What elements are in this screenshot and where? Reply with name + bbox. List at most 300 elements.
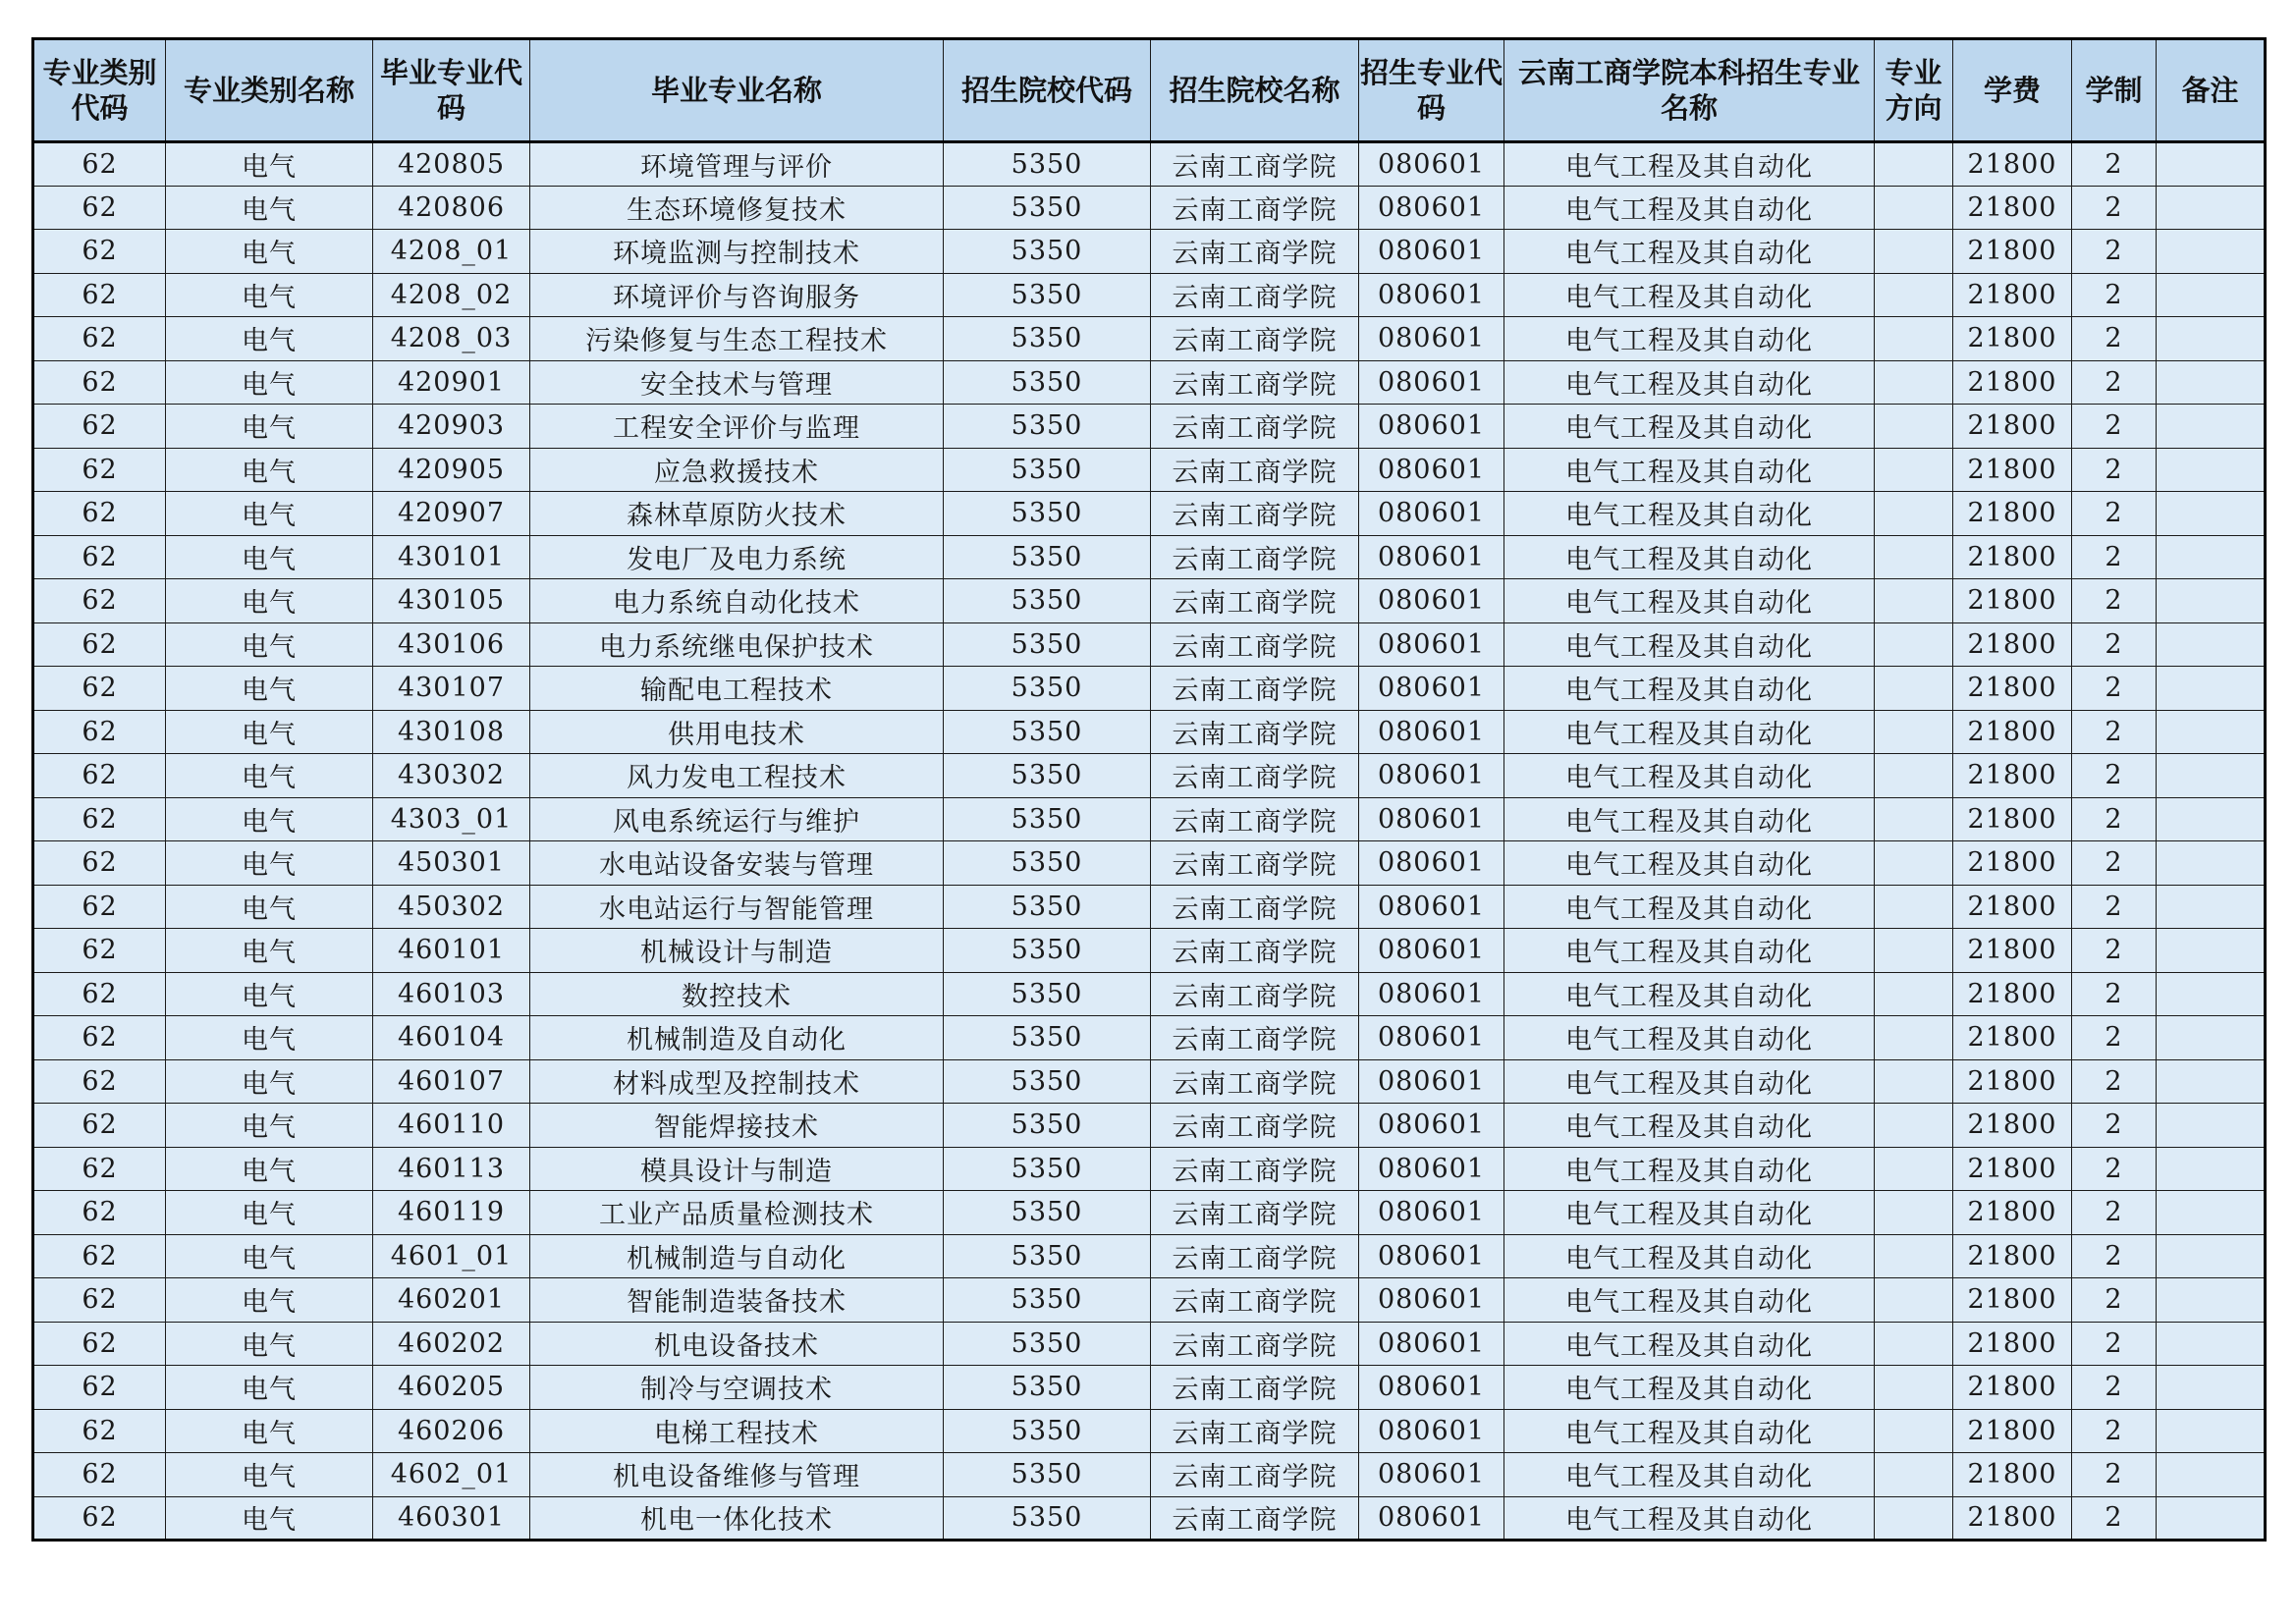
- header-row: [33, 39, 2266, 142]
- duration-cell: 2: [2072, 1059, 2157, 1104]
- graduate-major-name-cell: 模具设计与制造: [530, 1147, 944, 1191]
- category-name-cell: 电气: [166, 841, 373, 886]
- major-direction-cell: [1875, 1366, 1953, 1410]
- school-name-cell: 云南工商学院: [1151, 492, 1359, 536]
- graduate-major-code-cell: 4208_01: [373, 230, 530, 274]
- tuition-cell: 21800: [1953, 710, 2072, 754]
- enroll-major-code-cell: 080601: [1359, 186, 1504, 230]
- school-code-cell: 5350: [944, 1366, 1151, 1410]
- major-direction-cell: [1875, 1147, 1953, 1191]
- enroll-major-code-cell: 080601: [1359, 1234, 1504, 1278]
- header-school-name: 招生院校名称: [1151, 39, 1359, 142]
- admissions-table: [31, 37, 2267, 1542]
- table-row: [33, 929, 2266, 973]
- enroll-major-code-cell: 080601: [1359, 797, 1504, 841]
- duration-cell: 2: [2072, 273, 2157, 317]
- duration-cell: 2: [2072, 754, 2157, 798]
- major-direction-cell: [1875, 1453, 1953, 1497]
- table-row: [33, 710, 2266, 754]
- category-name-cell: 电气: [166, 1496, 373, 1541]
- major-direction-cell: [1875, 972, 1953, 1016]
- school-code-cell: 5350: [944, 1104, 1151, 1148]
- category-name-cell: 电气: [166, 885, 373, 929]
- category-code-cell: 62: [33, 579, 166, 623]
- table-row: [33, 405, 2266, 449]
- major-direction-cell: [1875, 797, 1953, 841]
- major-direction-cell: [1875, 535, 1953, 579]
- graduate-major-code-cell: 420901: [373, 360, 530, 405]
- graduate-major-code-cell: 430108: [373, 710, 530, 754]
- graduate-major-name-cell: 风电系统运行与维护: [530, 797, 944, 841]
- enroll-major-name-cell: 电气工程及其自动化: [1504, 1147, 1875, 1191]
- enroll-major-name-cell: 电气工程及其自动化: [1504, 622, 1875, 667]
- category-code-cell: 62: [33, 1453, 166, 1497]
- duration-cell: 2: [2072, 1322, 2157, 1366]
- enroll-major-code-cell: 080601: [1359, 754, 1504, 798]
- tuition-cell: 21800: [1953, 230, 2072, 274]
- duration-cell: 2: [2072, 841, 2157, 886]
- tuition-cell: 21800: [1953, 1366, 2072, 1410]
- table-row: [33, 797, 2266, 841]
- major-direction-cell: [1875, 885, 1953, 929]
- category-code-cell: 62: [33, 448, 166, 492]
- tuition-cell: 21800: [1953, 186, 2072, 230]
- tuition-cell: 21800: [1953, 1059, 2072, 1104]
- category-name-cell: 电气: [166, 710, 373, 754]
- major-direction-cell: [1875, 710, 1953, 754]
- table-row: [33, 273, 2266, 317]
- enroll-major-name-cell: 电气工程及其自动化: [1504, 535, 1875, 579]
- category-name-cell: 电气: [166, 972, 373, 1016]
- enroll-major-name-cell: 电气工程及其自动化: [1504, 186, 1875, 230]
- school-name-cell: 云南工商学院: [1151, 972, 1359, 1016]
- school-name-cell: 云南工商学院: [1151, 667, 1359, 711]
- remarks-cell: [2157, 492, 2266, 536]
- category-name-cell: 电气: [166, 1409, 373, 1453]
- category-name-cell: 电气: [166, 448, 373, 492]
- category-code-cell: 62: [33, 667, 166, 711]
- tuition-cell: 21800: [1953, 1191, 2072, 1235]
- enroll-major-code-cell: 080601: [1359, 1191, 1504, 1235]
- table-row: [33, 142, 2266, 187]
- enroll-major-code-cell: 080601: [1359, 622, 1504, 667]
- table-row: [33, 1059, 2266, 1104]
- table-body: [33, 142, 2266, 1541]
- enroll-major-code-cell: 080601: [1359, 841, 1504, 886]
- school-name-cell: 云南工商学院: [1151, 1278, 1359, 1323]
- category-code-cell: 62: [33, 1278, 166, 1323]
- category-code-cell: 62: [33, 1016, 166, 1060]
- tuition-cell: 21800: [1953, 885, 2072, 929]
- remarks-cell: [2157, 1191, 2266, 1235]
- graduate-major-name-cell: 电力系统继电保护技术: [530, 622, 944, 667]
- category-name-cell: 电气: [166, 317, 373, 361]
- school-code-cell: 5350: [944, 1191, 1151, 1235]
- category-name-cell: 电气: [166, 1322, 373, 1366]
- school-name-cell: 云南工商学院: [1151, 1322, 1359, 1366]
- remarks-cell: [2157, 579, 2266, 623]
- graduate-major-name-cell: 制冷与空调技术: [530, 1366, 944, 1410]
- graduate-major-name-cell: 工程安全评价与监理: [530, 405, 944, 449]
- tuition-cell: 21800: [1953, 1234, 2072, 1278]
- school-name-cell: 云南工商学院: [1151, 797, 1359, 841]
- category-name-cell: 电气: [166, 273, 373, 317]
- category-code-cell: 62: [33, 492, 166, 536]
- table-row: [33, 230, 2266, 274]
- graduate-major-code-cell: 450301: [373, 841, 530, 886]
- duration-cell: 2: [2072, 1191, 2157, 1235]
- duration-cell: 2: [2072, 1016, 2157, 1060]
- header-remarks: 备注: [2157, 39, 2266, 142]
- enroll-major-code-cell: 080601: [1359, 710, 1504, 754]
- header-tuition: 学费: [1953, 39, 2072, 142]
- school-code-cell: 5350: [944, 360, 1151, 405]
- graduate-major-code-cell: 460103: [373, 972, 530, 1016]
- graduate-major-name-cell: 环境监测与控制技术: [530, 230, 944, 274]
- graduate-major-name-cell: 水电站运行与智能管理: [530, 885, 944, 929]
- school-code-cell: 5350: [944, 1147, 1151, 1191]
- table-row: [33, 1191, 2266, 1235]
- category-name-cell: 电气: [166, 492, 373, 536]
- enroll-major-code-cell: 080601: [1359, 1322, 1504, 1366]
- major-direction-cell: [1875, 1409, 1953, 1453]
- major-direction-cell: [1875, 230, 1953, 274]
- enroll-major-code-cell: 080601: [1359, 1059, 1504, 1104]
- graduate-major-name-cell: 智能焊接技术: [530, 1104, 944, 1148]
- duration-cell: 2: [2072, 1104, 2157, 1148]
- tuition-cell: 21800: [1953, 1278, 2072, 1323]
- enroll-major-code-cell: 080601: [1359, 142, 1504, 187]
- category-code-cell: 62: [33, 142, 166, 187]
- major-direction-cell: [1875, 929, 1953, 973]
- tuition-cell: 21800: [1953, 273, 2072, 317]
- enroll-major-code-cell: 080601: [1359, 535, 1504, 579]
- graduate-major-code-cell: 460206: [373, 1409, 530, 1453]
- duration-cell: 2: [2072, 448, 2157, 492]
- tuition-cell: 21800: [1953, 1016, 2072, 1060]
- school-code-cell: 5350: [944, 230, 1151, 274]
- school-code-cell: 5350: [944, 317, 1151, 361]
- school-name-cell: 云南工商学院: [1151, 1059, 1359, 1104]
- duration-cell: 2: [2072, 1496, 2157, 1541]
- table-row: [33, 579, 2266, 623]
- tuition-cell: 21800: [1953, 1409, 2072, 1453]
- graduate-major-name-cell: 森林草原防火技术: [530, 492, 944, 536]
- tuition-cell: 21800: [1953, 1322, 2072, 1366]
- tuition-cell: 21800: [1953, 1496, 2072, 1541]
- graduate-major-code-cell: 460205: [373, 1366, 530, 1410]
- category-code-cell: 62: [33, 885, 166, 929]
- enroll-major-name-cell: 电气工程及其自动化: [1504, 1409, 1875, 1453]
- graduate-major-code-cell: 4602_01: [373, 1453, 530, 1497]
- category-code-cell: 62: [33, 797, 166, 841]
- major-direction-cell: [1875, 492, 1953, 536]
- enroll-major-name-cell: 电气工程及其自动化: [1504, 841, 1875, 886]
- school-name-cell: 云南工商学院: [1151, 1453, 1359, 1497]
- school-code-cell: 5350: [944, 667, 1151, 711]
- graduate-major-name-cell: 环境评价与咨询服务: [530, 273, 944, 317]
- table-header: [33, 39, 2266, 142]
- tuition-cell: 21800: [1953, 535, 2072, 579]
- major-direction-cell: [1875, 1322, 1953, 1366]
- duration-cell: 2: [2072, 1147, 2157, 1191]
- table-row: [33, 1016, 2266, 1060]
- table-row: [33, 1278, 2266, 1323]
- major-direction-cell: [1875, 667, 1953, 711]
- major-direction-cell: [1875, 186, 1953, 230]
- graduate-major-name-cell: 机电一体化技术: [530, 1496, 944, 1541]
- remarks-cell: [2157, 1016, 2266, 1060]
- major-direction-cell: [1875, 360, 1953, 405]
- enroll-major-name-cell: 电气工程及其自动化: [1504, 1234, 1875, 1278]
- enroll-major-code-cell: 080601: [1359, 1453, 1504, 1497]
- graduate-major-name-cell: 电梯工程技术: [530, 1409, 944, 1453]
- category-name-cell: 电气: [166, 579, 373, 623]
- enroll-major-name-cell: 电气工程及其自动化: [1504, 754, 1875, 798]
- school-name-cell: 云南工商学院: [1151, 579, 1359, 623]
- enroll-major-code-cell: 080601: [1359, 360, 1504, 405]
- school-name-cell: 云南工商学院: [1151, 273, 1359, 317]
- enroll-major-code-cell: 080601: [1359, 929, 1504, 973]
- duration-cell: 2: [2072, 579, 2157, 623]
- category-code-cell: 62: [33, 1147, 166, 1191]
- duration-cell: 2: [2072, 1453, 2157, 1497]
- table-row: [33, 972, 2266, 1016]
- graduate-major-code-cell: 420805: [373, 142, 530, 187]
- school-code-cell: 5350: [944, 186, 1151, 230]
- duration-cell: 2: [2072, 929, 2157, 973]
- enroll-major-name-cell: 电气工程及其自动化: [1504, 972, 1875, 1016]
- graduate-major-code-cell: 4601_01: [373, 1234, 530, 1278]
- major-direction-cell: [1875, 1191, 1953, 1235]
- major-direction-cell: [1875, 273, 1953, 317]
- tuition-cell: 21800: [1953, 972, 2072, 1016]
- tuition-cell: 21800: [1953, 667, 2072, 711]
- tuition-cell: 21800: [1953, 841, 2072, 886]
- remarks-cell: [2157, 1453, 2266, 1497]
- graduate-major-code-cell: 460301: [373, 1496, 530, 1541]
- header-duration: 学制: [2072, 39, 2157, 142]
- remarks-cell: [2157, 273, 2266, 317]
- graduate-major-code-cell: 430105: [373, 579, 530, 623]
- header-enroll-major-name: 云南工商学院本科招生专业名称: [1504, 39, 1875, 142]
- enroll-major-name-cell: 电气工程及其自动化: [1504, 1278, 1875, 1323]
- enroll-major-name-cell: 电气工程及其自动化: [1504, 929, 1875, 973]
- enroll-major-code-cell: 080601: [1359, 448, 1504, 492]
- enroll-major-code-cell: 080601: [1359, 885, 1504, 929]
- enroll-major-name-cell: 电气工程及其自动化: [1504, 1366, 1875, 1410]
- school-name-cell: 云南工商学院: [1151, 230, 1359, 274]
- category-code-cell: 62: [33, 1059, 166, 1104]
- school-code-cell: 5350: [944, 142, 1151, 187]
- remarks-cell: [2157, 885, 2266, 929]
- graduate-major-name-cell: 发电厂及电力系统: [530, 535, 944, 579]
- graduate-major-code-cell: 430107: [373, 667, 530, 711]
- remarks-cell: [2157, 1322, 2266, 1366]
- school-code-cell: 5350: [944, 405, 1151, 449]
- enroll-major-code-cell: 080601: [1359, 405, 1504, 449]
- graduate-major-code-cell: 460119: [373, 1191, 530, 1235]
- graduate-major-name-cell: 机电设备技术: [530, 1322, 944, 1366]
- graduate-major-name-cell: 机械制造与自动化: [530, 1234, 944, 1278]
- graduate-major-name-cell: 环境管理与评价: [530, 142, 944, 187]
- major-direction-cell: [1875, 1016, 1953, 1060]
- table-row: [33, 1234, 2266, 1278]
- tuition-cell: 21800: [1953, 1104, 2072, 1148]
- remarks-cell: [2157, 1278, 2266, 1323]
- enroll-major-name-cell: 电气工程及其自动化: [1504, 1059, 1875, 1104]
- tuition-cell: 21800: [1953, 360, 2072, 405]
- enroll-major-name-cell: 电气工程及其自动化: [1504, 1496, 1875, 1541]
- enroll-major-name-cell: 电气工程及其自动化: [1504, 797, 1875, 841]
- school-name-cell: 云南工商学院: [1151, 186, 1359, 230]
- enroll-major-code-cell: 080601: [1359, 273, 1504, 317]
- major-direction-cell: [1875, 1234, 1953, 1278]
- duration-cell: 2: [2072, 317, 2157, 361]
- table-row: [33, 448, 2266, 492]
- school-name-cell: 云南工商学院: [1151, 929, 1359, 973]
- category-name-cell: 电气: [166, 667, 373, 711]
- graduate-major-name-cell: 水电站设备安装与管理: [530, 841, 944, 886]
- enroll-major-code-cell: 080601: [1359, 317, 1504, 361]
- category-code-cell: 62: [33, 317, 166, 361]
- remarks-cell: [2157, 710, 2266, 754]
- school-code-cell: 5350: [944, 1496, 1151, 1541]
- major-direction-cell: [1875, 754, 1953, 798]
- enroll-major-code-cell: 080601: [1359, 1278, 1504, 1323]
- header-category-name: 专业类别名称: [166, 39, 373, 142]
- remarks-cell: [2157, 230, 2266, 274]
- remarks-cell: [2157, 797, 2266, 841]
- category-name-cell: 电气: [166, 186, 373, 230]
- graduate-major-name-cell: 供用电技术: [530, 710, 944, 754]
- table-row: [33, 535, 2266, 579]
- enroll-major-name-cell: 电气工程及其自动化: [1504, 317, 1875, 361]
- remarks-cell: [2157, 622, 2266, 667]
- category-name-cell: 电气: [166, 622, 373, 667]
- graduate-major-code-cell: 460202: [373, 1322, 530, 1366]
- school-name-cell: 云南工商学院: [1151, 710, 1359, 754]
- school-code-cell: 5350: [944, 622, 1151, 667]
- graduate-major-name-cell: 电力系统自动化技术: [530, 579, 944, 623]
- school-code-cell: 5350: [944, 535, 1151, 579]
- duration-cell: 2: [2072, 1366, 2157, 1410]
- category-code-cell: 62: [33, 972, 166, 1016]
- header-major-direction: 专业方向: [1875, 39, 1953, 142]
- table-row: [33, 492, 2266, 536]
- table-row: [33, 885, 2266, 929]
- school-code-cell: 5350: [944, 710, 1151, 754]
- enroll-major-name-cell: 电气工程及其自动化: [1504, 1104, 1875, 1148]
- graduate-major-name-cell: 数控技术: [530, 972, 944, 1016]
- category-name-cell: 电气: [166, 1147, 373, 1191]
- category-name-cell: 电气: [166, 360, 373, 405]
- school-code-cell: 5350: [944, 754, 1151, 798]
- graduate-major-code-cell: 420907: [373, 492, 530, 536]
- header-graduate-major-code: 毕业专业代码: [373, 39, 530, 142]
- tuition-cell: 21800: [1953, 622, 2072, 667]
- category-name-cell: 电气: [166, 1234, 373, 1278]
- graduate-major-name-cell: 污染修复与生态工程技术: [530, 317, 944, 361]
- graduate-major-code-cell: 4208_02: [373, 273, 530, 317]
- category-code-cell: 62: [33, 1366, 166, 1410]
- category-code-cell: 62: [33, 1104, 166, 1148]
- duration-cell: 2: [2072, 186, 2157, 230]
- category-name-cell: 电气: [166, 405, 373, 449]
- graduate-major-code-cell: 460107: [373, 1059, 530, 1104]
- category-code-cell: 62: [33, 1409, 166, 1453]
- remarks-cell: [2157, 186, 2266, 230]
- school-code-cell: 5350: [944, 1278, 1151, 1323]
- header-category-code: 专业类别代码: [33, 39, 166, 142]
- enroll-major-code-cell: 080601: [1359, 1409, 1504, 1453]
- school-name-cell: 云南工商学院: [1151, 1104, 1359, 1148]
- enroll-major-code-cell: 080601: [1359, 492, 1504, 536]
- duration-cell: 2: [2072, 1409, 2157, 1453]
- enroll-major-name-cell: 电气工程及其自动化: [1504, 885, 1875, 929]
- school-name-cell: 云南工商学院: [1151, 1147, 1359, 1191]
- graduate-major-name-cell: 工业产品质量检测技术: [530, 1191, 944, 1235]
- major-direction-cell: [1875, 579, 1953, 623]
- major-direction-cell: [1875, 448, 1953, 492]
- enroll-major-code-cell: 080601: [1359, 230, 1504, 274]
- remarks-cell: [2157, 1409, 2266, 1453]
- major-direction-cell: [1875, 1278, 1953, 1323]
- remarks-cell: [2157, 142, 2266, 187]
- duration-cell: 2: [2072, 230, 2157, 274]
- category-name-cell: 电气: [166, 929, 373, 973]
- graduate-major-code-cell: 4208_03: [373, 317, 530, 361]
- enroll-major-name-cell: 电气工程及其自动化: [1504, 1016, 1875, 1060]
- category-code-cell: 62: [33, 1322, 166, 1366]
- category-code-cell: 62: [33, 273, 166, 317]
- enroll-major-name-cell: 电气工程及其自动化: [1504, 579, 1875, 623]
- graduate-major-code-cell: 4303_01: [373, 797, 530, 841]
- header-enroll-major-code: 招生专业代码: [1359, 39, 1504, 142]
- duration-cell: 2: [2072, 797, 2157, 841]
- graduate-major-name-cell: 材料成型及控制技术: [530, 1059, 944, 1104]
- enroll-major-name-cell: 电气工程及其自动化: [1504, 1322, 1875, 1366]
- school-code-cell: 5350: [944, 1016, 1151, 1060]
- category-name-cell: 电气: [166, 1278, 373, 1323]
- category-code-cell: 62: [33, 1234, 166, 1278]
- major-direction-cell: [1875, 622, 1953, 667]
- duration-cell: 2: [2072, 1278, 2157, 1323]
- category-code-cell: 62: [33, 186, 166, 230]
- school-name-cell: 云南工商学院: [1151, 885, 1359, 929]
- graduate-major-name-cell: 机械制造及自动化: [530, 1016, 944, 1060]
- remarks-cell: [2157, 1059, 2266, 1104]
- duration-cell: 2: [2072, 492, 2157, 536]
- enroll-major-name-cell: 电气工程及其自动化: [1504, 448, 1875, 492]
- category-code-cell: 62: [33, 1496, 166, 1541]
- duration-cell: 2: [2072, 972, 2157, 1016]
- duration-cell: 2: [2072, 1234, 2157, 1278]
- duration-cell: 2: [2072, 405, 2157, 449]
- enroll-major-name-cell: 电气工程及其自动化: [1504, 405, 1875, 449]
- duration-cell: 2: [2072, 360, 2157, 405]
- enroll-major-name-cell: 电气工程及其自动化: [1504, 1191, 1875, 1235]
- category-code-cell: 62: [33, 230, 166, 274]
- school-name-cell: 云南工商学院: [1151, 317, 1359, 361]
- major-direction-cell: [1875, 142, 1953, 187]
- school-code-cell: 5350: [944, 492, 1151, 536]
- enroll-major-name-cell: 电气工程及其自动化: [1504, 710, 1875, 754]
- table-row: [33, 1366, 2266, 1410]
- remarks-cell: [2157, 1104, 2266, 1148]
- table-row: [33, 1147, 2266, 1191]
- graduate-major-code-cell: 460201: [373, 1278, 530, 1323]
